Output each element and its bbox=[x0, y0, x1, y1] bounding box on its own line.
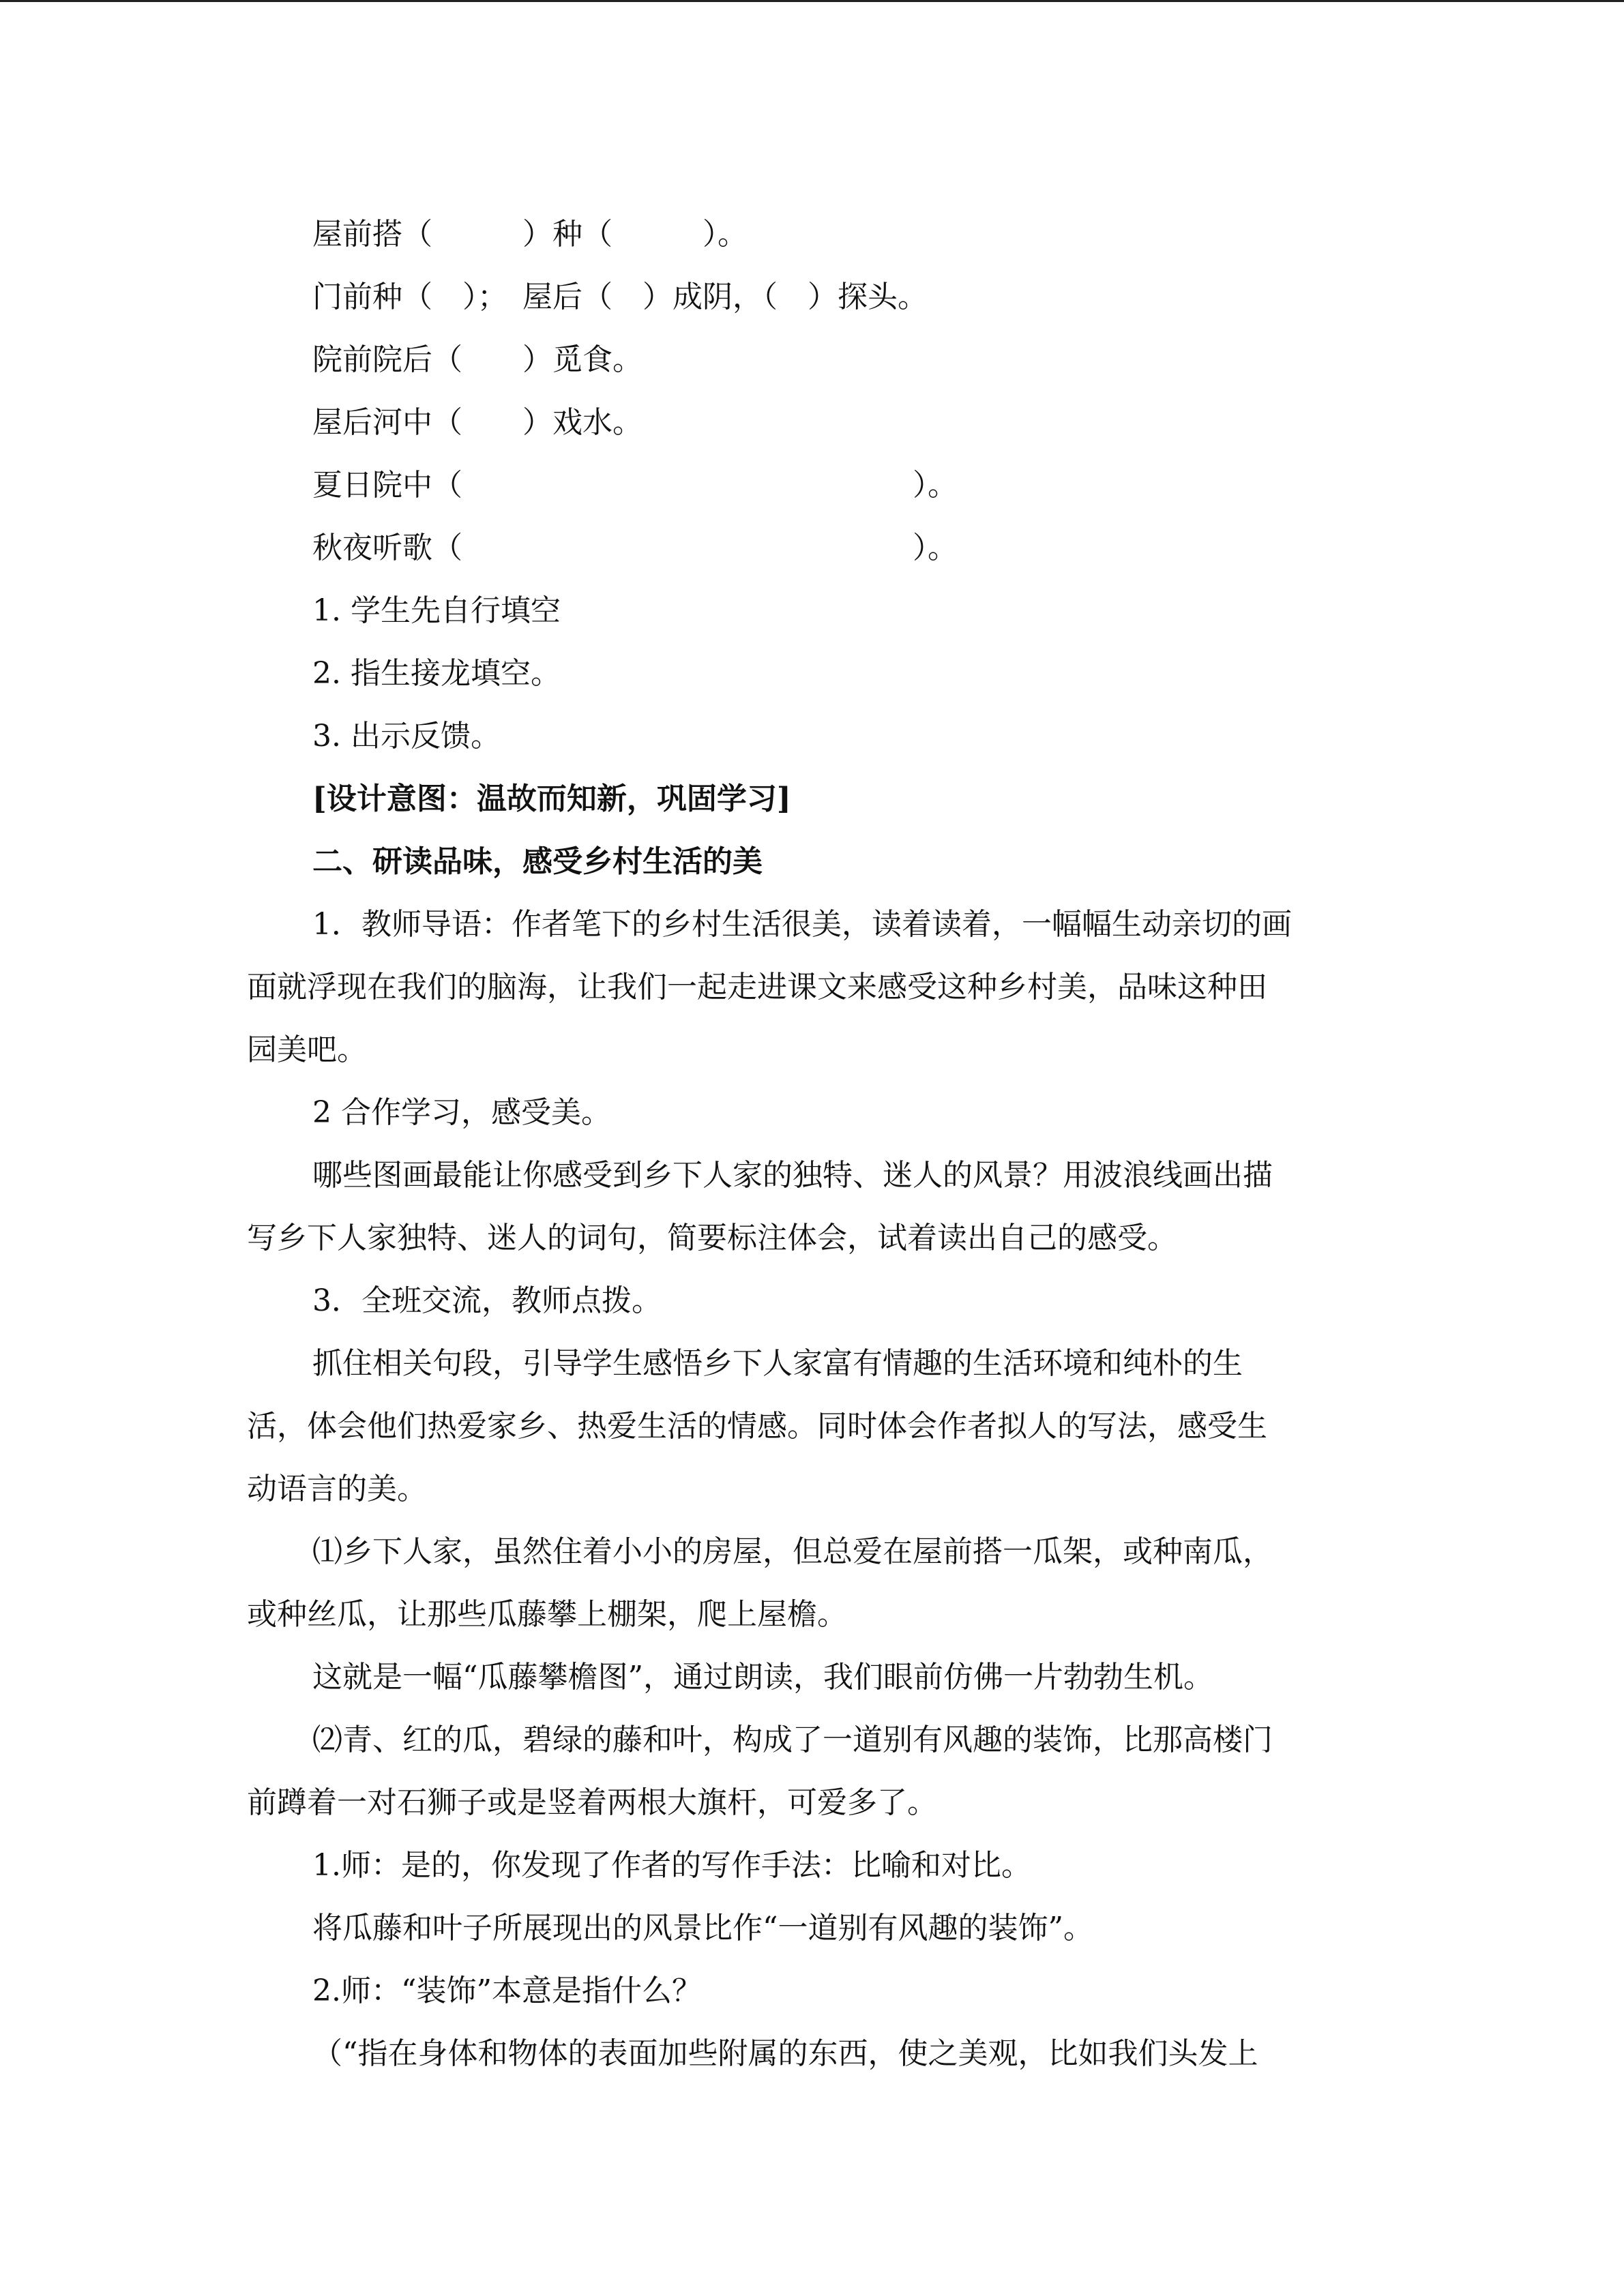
fill-blank-line: 秋夜听歌（ ）。 bbox=[312, 531, 958, 565]
step-item: 1. 学生先自行填空 bbox=[312, 593, 561, 628]
fill-blank-line: 院前院后（ ）觅食。 bbox=[312, 342, 643, 377]
paragraph-line: 这就是一幅“瓜藤攀檐图”，通过朗读，我们眼前仿佛一片勃勃生机。 bbox=[312, 1660, 1213, 1695]
section-heading: 二、研读品味，感受乡村生活的美 bbox=[312, 844, 763, 879]
design-intent: [设计意图：温故而知新，巩固学习] bbox=[312, 781, 791, 816]
paragraph-line: 1．教师导语：作者笔下的乡村生活很美，读着读着，一幅幅生动亲切的画 bbox=[312, 907, 1292, 942]
fill-blank-line: 门前种（ ）； 屋后（ ）成阴，（ ）探头。 bbox=[312, 280, 928, 314]
fill-blank-line: 屋前搭（ ）种（ ）。 bbox=[312, 217, 748, 252]
paragraph-line: （“指在身体和物体的表面加些附属的东西，使之美观，比如我们头发上 bbox=[312, 2036, 1258, 2071]
paragraph-line: 动语言的美。 bbox=[247, 1472, 427, 1506]
paragraph-line: 将瓜藤和叶子所展现出的风景比作“一道别有风趣的装饰”。 bbox=[312, 1911, 1093, 1945]
paragraph-line: ⑵青、红的瓜，碧绿的藤和叶，构成了一道别有风趣的装饰，比那高楼门 bbox=[312, 1723, 1273, 1757]
paragraph-line: 写乡下人家独特、迷人的词句，简要标注体会，试着读出自己的感受。 bbox=[247, 1221, 1177, 1255]
paragraph-line: 前蹲着一对石狮子或是竖着两根大旗杆，可爱多了。 bbox=[247, 1785, 937, 1820]
fill-blank-line: 夏日院中（ ）。 bbox=[312, 468, 958, 503]
paragraph-line: 或种丝瓜，让那些瓜藤攀上棚架，爬上屋檐。 bbox=[247, 1597, 847, 1632]
paragraph-line: ⑴乡下人家，虽然住着小小的房屋，但总爱在屋前搭一瓜架，或种南瓜， bbox=[312, 1534, 1273, 1569]
step-item: 3. 出示反馈。 bbox=[312, 719, 501, 754]
paragraph-line: 园美吧。 bbox=[247, 1032, 367, 1067]
step-item: 2. 指生接龙填空。 bbox=[312, 656, 561, 691]
paragraph-line: 2.师：“装饰”本意是指什么？ bbox=[312, 1973, 702, 2008]
fill-blank-line: 屋后河中（ ）戏水。 bbox=[312, 405, 643, 440]
paragraph-line: 活，体会他们热爱家乡、热爱生活的情感。同时体会作者拟人的写法，感受生 bbox=[247, 1409, 1267, 1444]
paragraph-line: 面就浮现在我们的脑海，让我们一起走进课文来感受这种乡村美，品味这种田 bbox=[247, 970, 1267, 1004]
paragraph-line: 抓住相关句段，引导学生感悟乡下人家富有情趣的生活环境和纯朴的生 bbox=[312, 1346, 1243, 1381]
paragraph-line: 哪些图画最能让你感受到乡下人家的独特、迷人的风景？用波浪线画出描 bbox=[312, 1158, 1273, 1193]
paragraph-line: 3．全班交流，教师点拨。 bbox=[312, 1283, 662, 1318]
page-top-border bbox=[0, 0, 1624, 2]
paragraph-line: 1.师：是的，你发现了作者的写作手法：比喻和对比。 bbox=[312, 1848, 1031, 1883]
paragraph-line: 2 合作学习，感受美。 bbox=[312, 1095, 611, 1130]
